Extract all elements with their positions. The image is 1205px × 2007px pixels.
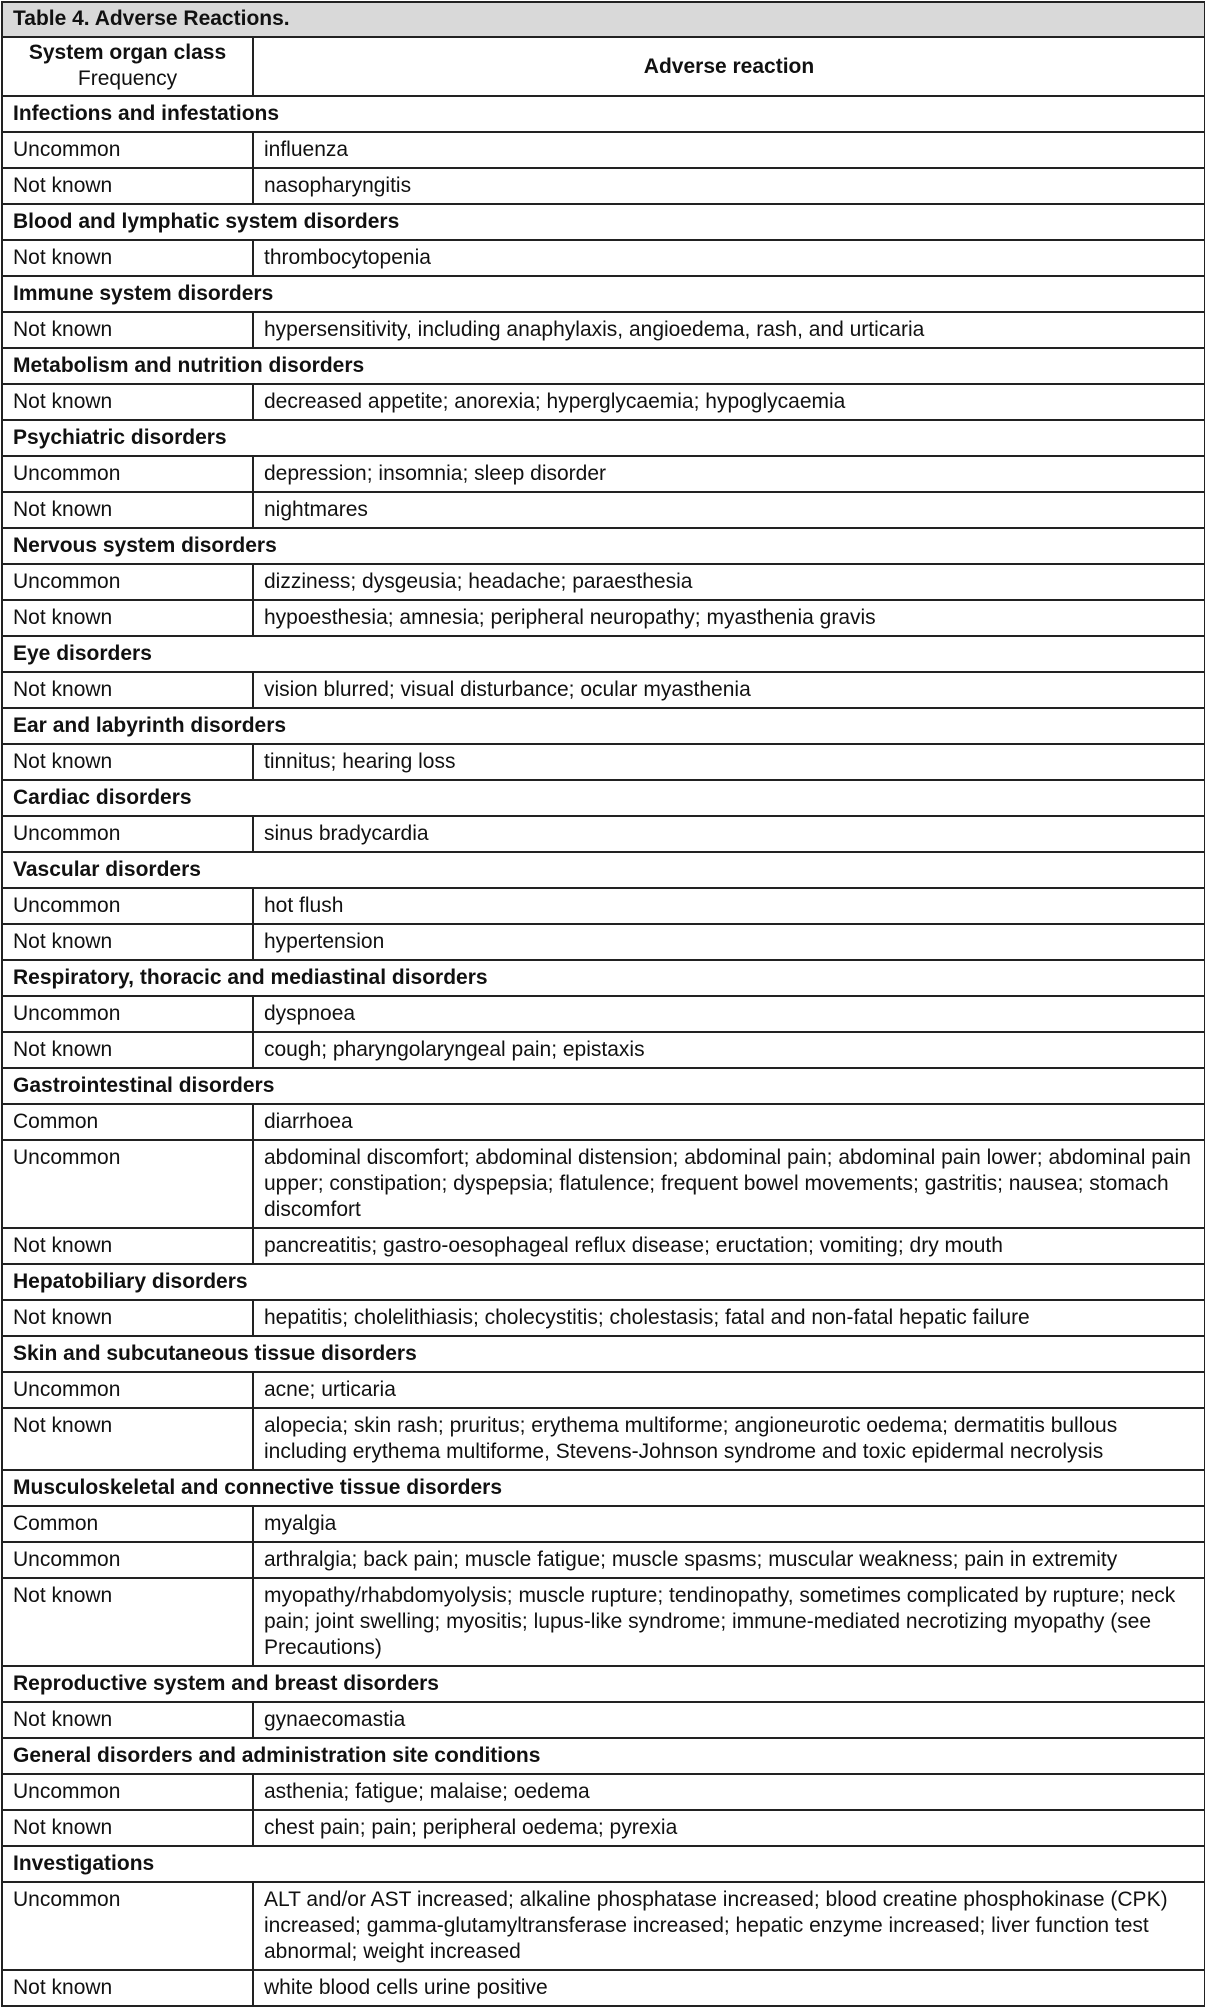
section-row [2,1738,1205,1774]
section-row [2,528,1205,564]
frequency-cell: Not known [2,1032,253,1068]
frequency-cell: Not known [2,1228,253,1264]
table-row [2,744,1205,780]
section-row [2,96,1205,132]
frequency-cell: Common [2,1506,253,1542]
table-row [2,1970,1205,2006]
section-title: General disorders and administration site conditions [2,1738,1205,1774]
section-row [2,1666,1205,1702]
frequency-cell: Not known [2,672,253,708]
frequency-cell: Uncommon [2,1882,253,1970]
table-row [2,1774,1205,1810]
frequency-cell: Not known [2,924,253,960]
section-row [2,1068,1205,1104]
section-row [2,204,1205,240]
adverse-reactions-table [1,1,1205,2007]
adverse-reaction-cell: hypoesthesia; amnesia; peripheral neuropathy; myasthenia gravis [253,600,1205,636]
frequency-cell: Uncommon [2,564,253,600]
section-title: Nervous system disorders [2,528,1205,564]
table-row [2,1578,1205,1666]
section-row [2,1264,1205,1300]
adverse-reaction-cell: hot flush [253,888,1205,924]
section-title: Blood and lymphatic system disorders [2,204,1205,240]
table-row [2,456,1205,492]
table-row [2,1408,1205,1470]
table-row [2,168,1205,204]
table-row [2,888,1205,924]
adverse-reaction-cell: hepatitis; cholelithiasis; cholecystitis; cholestasis; fatal and non-fatal hepatic failure [253,1300,1205,1336]
adverse-reaction-cell: myopathy/rhabdomyolysis; muscle rupture; tendinopathy, sometimes complicated by rupture; neck pain; joint swelling; myositis; lupus-like syndrome; immune-mediated necrotizing myopathy (see Precautions) [253,1578,1205,1666]
table-row [2,132,1205,168]
column-header-adverse-reaction: Adverse reaction [253,37,1205,96]
frequency-cell: Uncommon [2,816,253,852]
adverse-reaction-cell: gynaecomastia [253,1702,1205,1738]
adverse-reaction-cell: nightmares [253,492,1205,528]
table-body [2,96,1205,2006]
section-title: Cardiac disorders [2,780,1205,816]
column-header-frequency-subtitle: Frequency [77,67,178,90]
frequency-cell: Not known [2,744,253,780]
table-row [2,816,1205,852]
adverse-reaction-cell: white blood cells urine positive [253,1970,1205,2006]
adverse-reaction-cell: alopecia; skin rash; pruritus; erythema multiforme; angioneurotic oedema; dermatitis bullous including erythema multiforme, Stevens-Johnson syndrome and toxic epidermal necrolysis [253,1408,1205,1470]
adverse-reaction-cell: dizziness; dysgeusia; headache; paraesthesia [253,564,1205,600]
table-row [2,924,1205,960]
section-title: Reproductive system and breast disorders [2,1666,1205,1702]
adverse-reaction-cell: acne; urticaria [253,1372,1205,1408]
table-row [2,1506,1205,1542]
adverse-reaction-cell: sinus bradycardia [253,816,1205,852]
section-title: Hepatobiliary disorders [2,1264,1205,1300]
section-row [2,708,1205,744]
section-title: Skin and subcutaneous tissue disorders [2,1336,1205,1372]
table-row [2,1372,1205,1408]
adverse-reaction-cell: hypertension [253,924,1205,960]
table-caption: Table 4. Adverse Reactions. [2,2,1205,37]
frequency-cell: Uncommon [2,996,253,1032]
frequency-cell: Uncommon [2,1372,253,1408]
frequency-cell: Not known [2,1810,253,1846]
table-row [2,1300,1205,1336]
section-title: Respiratory, thoracic and mediastinal disorders [2,960,1205,996]
section-row [2,1336,1205,1372]
adverse-reaction-cell: tinnitus; hearing loss [253,744,1205,780]
table-row [2,996,1205,1032]
section-title: Gastrointestinal disorders [2,1068,1205,1104]
table-row [2,672,1205,708]
caption-row [2,2,1205,37]
section-row [2,636,1205,672]
frequency-cell: Not known [2,1408,253,1470]
table-row [2,384,1205,420]
adverse-reaction-cell: chest pain; pain; peripheral oedema; pyrexia [253,1810,1205,1846]
adverse-reaction-cell: arthralgia; back pain; muscle fatigue; muscle spasms; muscular weakness; pain in extremity [253,1542,1205,1578]
table-row [2,492,1205,528]
table-row [2,1032,1205,1068]
adverse-reaction-cell: asthenia; fatigue; malaise; oedema [253,1774,1205,1810]
section-row [2,276,1205,312]
section-row [2,1846,1205,1882]
frequency-cell: Uncommon [2,1542,253,1578]
section-row [2,348,1205,384]
table-row [2,312,1205,348]
adverse-reaction-cell: pancreatitis; gastro-oesophageal reflux disease; eructation; vomiting; dry mouth [253,1228,1205,1264]
frequency-cell: Uncommon [2,132,253,168]
section-title: Infections and infestations [2,96,1205,132]
table-row [2,1542,1205,1578]
adverse-reaction-cell: diarrhoea [253,1104,1205,1140]
frequency-cell: Not known [2,1702,253,1738]
adverse-reaction-cell: vision blurred; visual disturbance; ocular myasthenia [253,672,1205,708]
section-title: Psychiatric disorders [2,420,1205,456]
section-title: Investigations [2,1846,1205,1882]
section-title: Eye disorders [2,636,1205,672]
table-row [2,1702,1205,1738]
adverse-reaction-cell: decreased appetite; anorexia; hyperglycaemia; hypoglycaemia [253,384,1205,420]
frequency-cell: Not known [2,240,253,276]
section-title: Ear and labyrinth disorders [2,708,1205,744]
frequency-cell: Not known [2,492,253,528]
adverse-reaction-cell: thrombocytopenia [253,240,1205,276]
table-row [2,600,1205,636]
section-row [2,960,1205,996]
adverse-reaction-cell: dyspnoea [253,996,1205,1032]
section-row [2,852,1205,888]
frequency-cell: Not known [2,600,253,636]
table-row [2,1104,1205,1140]
frequency-cell: Uncommon [2,1140,253,1228]
frequency-cell: Uncommon [2,1774,253,1810]
table-row [2,240,1205,276]
section-title: Musculoskeletal and connective tissue disorders [2,1470,1205,1506]
table-row [2,1882,1205,1970]
section-row [2,420,1205,456]
section-title: Metabolism and nutrition disorders [2,348,1205,384]
frequency-cell: Not known [2,1578,253,1666]
adverse-reaction-cell: cough; pharyngolaryngeal pain; epistaxis [253,1032,1205,1068]
header-row [2,37,1205,96]
frequency-cell: Not known [2,1300,253,1336]
frequency-cell: Not known [2,312,253,348]
table-row [2,1810,1205,1846]
adverse-reaction-cell: hypersensitivity, including anaphylaxis, angioedema, rash, and urticaria [253,312,1205,348]
adverse-reaction-cell: myalgia [253,1506,1205,1542]
section-row [2,1470,1205,1506]
frequency-cell: Uncommon [2,456,253,492]
frequency-cell: Uncommon [2,888,253,924]
adverse-reaction-cell: depression; insomnia; sleep disorder [253,456,1205,492]
section-row [2,780,1205,816]
column-header-organ-class-title: System organ class [28,41,227,64]
frequency-cell: Not known [2,384,253,420]
adverse-reaction-cell: ALT and/or AST increased; alkaline phosphatase increased; blood creatine phosphokinase (CPK) increased; gamma-glutamyltransferase increased; hepatic enzyme increased; liver function test abnormal; weight increased [253,1882,1205,1970]
table-row [2,1228,1205,1264]
adverse-reaction-cell: influenza [253,132,1205,168]
column-header-organ-class [2,37,253,96]
adverse-reaction-cell: nasopharyngitis [253,168,1205,204]
frequency-cell: Not known [2,168,253,204]
adverse-reaction-cell: abdominal discomfort; abdominal distension; abdominal pain; abdominal pain lower; abdominal pain upper; constipation; dyspepsia; flatulence; frequent bowel movements; gastritis; nausea; stomach discomfort [253,1140,1205,1228]
frequency-cell: Not known [2,1970,253,2006]
section-title: Immune system disorders [2,276,1205,312]
table-row [2,564,1205,600]
table-row [2,1140,1205,1228]
frequency-cell: Common [2,1104,253,1140]
section-title: Vascular disorders [2,852,1205,888]
